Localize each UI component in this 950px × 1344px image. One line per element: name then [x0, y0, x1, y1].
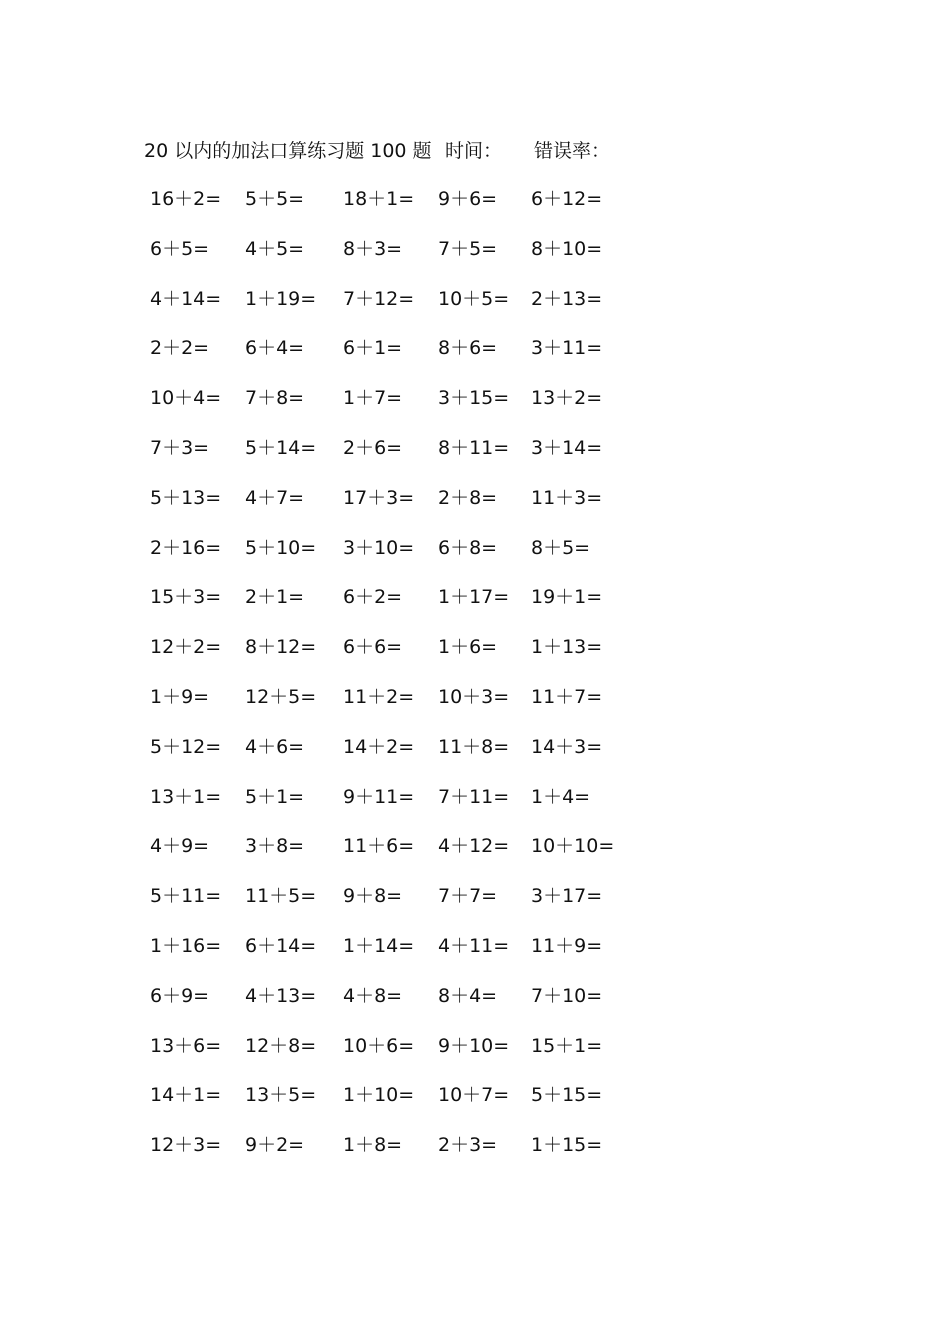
arithmetic-problem: 7＋3=: [150, 437, 210, 459]
arithmetic-problem: 4＋13=: [245, 985, 317, 1007]
arithmetic-problem: 8＋12=: [245, 636, 317, 658]
arithmetic-problem: 8＋10=: [531, 238, 603, 260]
arithmetic-problem: 1＋16=: [150, 935, 222, 957]
arithmetic-problem: 11＋8=: [438, 736, 510, 758]
arithmetic-problem: 6＋2=: [343, 586, 403, 608]
arithmetic-problem: 1＋9=: [150, 686, 210, 708]
arithmetic-problem: 6＋9=: [150, 985, 210, 1007]
arithmetic-problem: 5＋12=: [150, 736, 222, 758]
arithmetic-problem: 1＋13=: [531, 636, 603, 658]
arithmetic-problem: 10＋6=: [343, 1035, 415, 1057]
arithmetic-problem: 2＋13=: [531, 288, 603, 310]
arithmetic-problem: 2＋3=: [438, 1134, 498, 1156]
arithmetic-problem: 8＋4=: [438, 985, 498, 1007]
arithmetic-problem: 6＋12=: [531, 188, 603, 210]
arithmetic-problem: 4＋9=: [150, 835, 210, 857]
arithmetic-problem: 9＋11=: [343, 786, 415, 808]
arithmetic-problem: 6＋1=: [343, 337, 403, 359]
arithmetic-problem: 13＋1=: [150, 786, 222, 808]
arithmetic-problem: 3＋15=: [438, 387, 510, 409]
arithmetic-problem: 1＋4=: [531, 786, 591, 808]
arithmetic-problem: 7＋11=: [438, 786, 510, 808]
arithmetic-problem: 16＋2=: [150, 188, 222, 210]
arithmetic-problem: 2＋2=: [150, 337, 210, 359]
arithmetic-problem: 11＋6=: [343, 835, 415, 857]
arithmetic-problem: 14＋2=: [343, 736, 415, 758]
arithmetic-problem: 10＋7=: [438, 1084, 510, 1106]
arithmetic-problem: 14＋1=: [150, 1084, 222, 1106]
arithmetic-problem: 7＋5=: [438, 238, 498, 260]
arithmetic-problem: 13＋2=: [531, 387, 603, 409]
arithmetic-problem: 10＋10=: [531, 835, 615, 857]
arithmetic-problem: 10＋4=: [150, 387, 222, 409]
arithmetic-problem: 1＋19=: [245, 288, 317, 310]
time-label: 时间：: [445, 140, 503, 162]
arithmetic-problem: 7＋8=: [245, 387, 305, 409]
arithmetic-problem: 4＋6=: [245, 736, 305, 758]
arithmetic-problem: 14＋3=: [531, 736, 603, 758]
arithmetic-problem: 6＋8=: [438, 537, 498, 559]
arithmetic-problem: 6＋5=: [150, 238, 210, 260]
arithmetic-problem: 11＋3=: [531, 487, 603, 509]
arithmetic-problem: 11＋9=: [531, 935, 603, 957]
worksheet-title: 20 以内的加法口算练习题 100 题: [144, 140, 432, 162]
arithmetic-problem: 9＋8=: [343, 885, 403, 907]
arithmetic-problem: 4＋8=: [343, 985, 403, 1007]
arithmetic-problem: 9＋10=: [438, 1035, 510, 1057]
arithmetic-problem: 1＋10=: [343, 1084, 415, 1106]
arithmetic-problem: 11＋5=: [245, 885, 317, 907]
arithmetic-problem: 12＋3=: [150, 1134, 222, 1156]
arithmetic-problem: 4＋11=: [438, 935, 510, 957]
arithmetic-problem: 8＋5=: [531, 537, 591, 559]
arithmetic-problem: 8＋11=: [438, 437, 510, 459]
arithmetic-problem: 1＋7=: [343, 387, 403, 409]
arithmetic-problem: 8＋3=: [343, 238, 403, 260]
arithmetic-problem: 11＋7=: [531, 686, 603, 708]
arithmetic-problem: 4＋14=: [150, 288, 222, 310]
arithmetic-problem: 1＋15=: [531, 1134, 603, 1156]
arithmetic-problem: 5＋13=: [150, 487, 222, 509]
arithmetic-problem: 5＋10=: [245, 537, 317, 559]
arithmetic-problem: 5＋5=: [245, 188, 305, 210]
arithmetic-problem: 15＋3=: [150, 586, 222, 608]
arithmetic-problem: 8＋6=: [438, 337, 498, 359]
arithmetic-problem: 2＋8=: [438, 487, 498, 509]
arithmetic-problem: 9＋2=: [245, 1134, 305, 1156]
arithmetic-problem: 13＋6=: [150, 1035, 222, 1057]
arithmetic-problem: 12＋5=: [245, 686, 317, 708]
arithmetic-problem: 4＋5=: [245, 238, 305, 260]
arithmetic-problem: 17＋3=: [343, 487, 415, 509]
arithmetic-problem: 4＋7=: [245, 487, 305, 509]
arithmetic-problem: 3＋14=: [531, 437, 603, 459]
arithmetic-problem: 10＋5=: [438, 288, 510, 310]
arithmetic-problem: 11＋2=: [343, 686, 415, 708]
arithmetic-problem: 2＋16=: [150, 537, 222, 559]
arithmetic-problem: 3＋8=: [245, 835, 305, 857]
arithmetic-problem: 10＋3=: [438, 686, 510, 708]
arithmetic-problem: 2＋6=: [343, 437, 403, 459]
arithmetic-problem: 18＋1=: [343, 188, 415, 210]
arithmetic-problem: 2＋1=: [245, 586, 305, 608]
arithmetic-problem: 5＋11=: [150, 885, 222, 907]
arithmetic-problem: 7＋7=: [438, 885, 498, 907]
arithmetic-problem: 1＋6=: [438, 636, 498, 658]
arithmetic-problem: 1＋14=: [343, 935, 415, 957]
arithmetic-problem: 7＋10=: [531, 985, 603, 1007]
error-rate-label: 错误率：: [534, 140, 611, 162]
arithmetic-problem: 1＋8=: [343, 1134, 403, 1156]
arithmetic-problem: 7＋12=: [343, 288, 415, 310]
arithmetic-problem: 13＋5=: [245, 1084, 317, 1106]
arithmetic-problem: 5＋1=: [245, 786, 305, 808]
arithmetic-problem: 6＋4=: [245, 337, 305, 359]
arithmetic-problem: 15＋1=: [531, 1035, 603, 1057]
arithmetic-problem: 12＋2=: [150, 636, 222, 658]
arithmetic-problem: 5＋14=: [245, 437, 317, 459]
arithmetic-problem: 3＋17=: [531, 885, 603, 907]
arithmetic-problem: 9＋6=: [438, 188, 498, 210]
arithmetic-problem: 5＋15=: [531, 1084, 603, 1106]
arithmetic-problem: 6＋6=: [343, 636, 403, 658]
arithmetic-problem: 12＋8=: [245, 1035, 317, 1057]
arithmetic-problem: 6＋14=: [245, 935, 317, 957]
arithmetic-problem: 3＋11=: [531, 337, 603, 359]
arithmetic-problem: 1＋17=: [438, 586, 510, 608]
arithmetic-problem: 4＋12=: [438, 835, 510, 857]
arithmetic-problem: 3＋10=: [343, 537, 415, 559]
arithmetic-problem: 19＋1=: [531, 586, 603, 608]
